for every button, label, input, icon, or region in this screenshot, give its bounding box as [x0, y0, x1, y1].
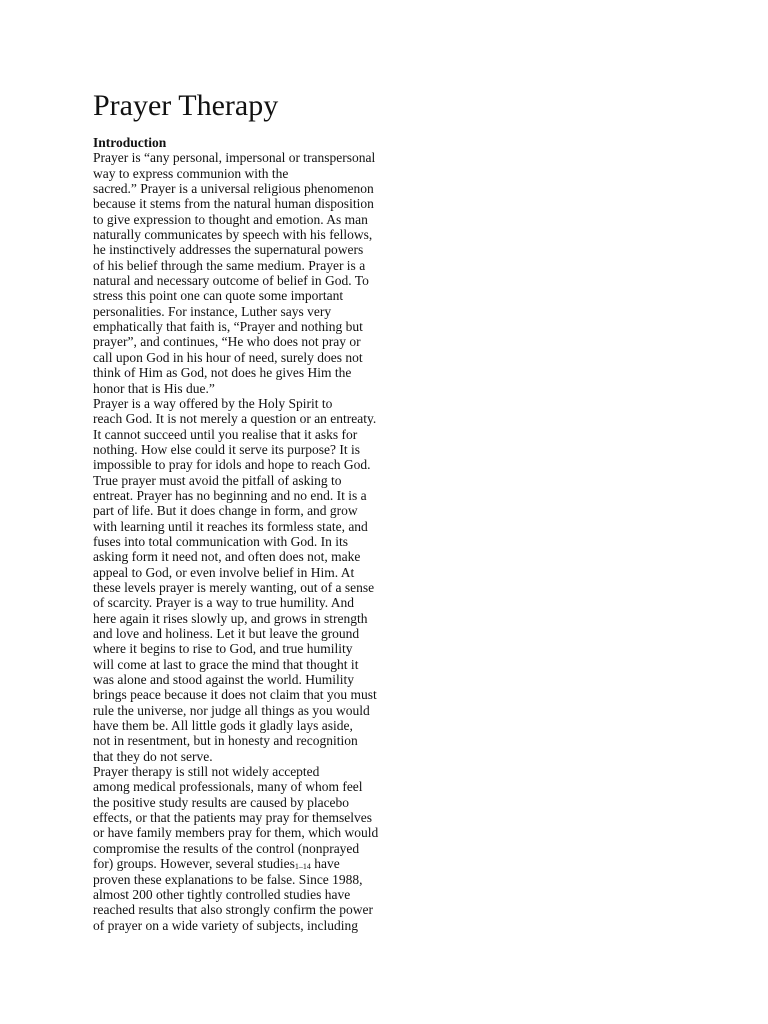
text-line: Prayer is a way offered by the Holy Spirit to: [93, 395, 333, 411]
text-line: these levels prayer is merely wanting, out of a sense: [93, 579, 375, 595]
text-line: here again it rises slowly up, and grows in strength: [93, 610, 368, 626]
text-line: naturally communicates by speech with his fellows,: [93, 227, 373, 243]
text-line: almost 200 other tightly controlled studies have: [93, 886, 351, 902]
text-line: among medical professionals, many of whom feel: [93, 779, 363, 795]
text-line: Prayer is “any personal, impersonal or transpersonal: [93, 150, 376, 166]
section-heading: Introduction: [93, 135, 167, 150]
text-line: was alone and stood against the world. Humility: [93, 672, 354, 688]
text-line: part of life. But it does change in form, and grow: [93, 503, 358, 519]
text-line-fragment: for) groups. However, several studies: [93, 856, 295, 872]
text-line: proven these explanations to be false. Since 1988,: [93, 871, 363, 887]
document-title: Prayer Therapy: [93, 89, 279, 122]
text-line: because it stems from the natural human disposition: [93, 196, 374, 212]
text-line: will come at last to grace the mind that thought it: [93, 656, 359, 672]
text-line: emphatically that faith is, “Prayer and nothing but: [93, 319, 363, 335]
text-line: or have family members pray for them, which would: [93, 825, 379, 841]
text-line: he instinctively addresses the supernatural powers: [93, 242, 364, 258]
text-line: True prayer must avoid the pitfall of asking to: [93, 472, 342, 488]
text-line: entreat. Prayer has no beginning and no end. It is a: [93, 487, 367, 503]
text-line: and love and holiness. Let it but leave the ground: [93, 626, 360, 641]
text-line: personalities. For instance, Luther says very: [93, 303, 332, 319]
text-line: rule the universe, nor judge all things as you would: [93, 702, 370, 718]
text-line: call upon God in his hour of need, surely does not: [93, 349, 363, 365]
text-line: with learning until it reaches its formless state, and: [93, 518, 368, 534]
text-line: It cannot succeed until you realise that it asks for: [93, 426, 358, 442]
text-line: nothing. How else could it serve its purpose? It is: [93, 441, 360, 457]
text-line: compromise the results of the control (nonprayed: [93, 840, 360, 856]
text-line: prayer”, and continues, “He who does not pray or: [93, 334, 361, 350]
document-body: [93, 135, 403, 933]
text-line: the positive study results are caused by placebo: [93, 794, 350, 810]
text-line: honor that is His due.”: [93, 380, 215, 396]
text-line: that they do not serve.: [93, 748, 213, 764]
text-line: sacred.” Prayer is a universal religious phenomenon: [93, 181, 374, 197]
text-line: where it begins to rise to God, and true humility: [93, 641, 353, 657]
text-line: reached results that also strongly confirm the power: [93, 902, 374, 918]
text-line: way to express communion with the: [93, 165, 289, 181]
text-line: not in resentment, but in honesty and recognition: [93, 733, 358, 749]
text-line: to give expression to thought and emotion. As man: [93, 211, 368, 227]
text-line: natural and necessary outcome of belief in God. To: [93, 273, 369, 289]
text-line: of his belief through the same medium. Prayer is a: [93, 257, 366, 273]
text-line: think of Him as God, not does he gives Him the: [93, 365, 352, 381]
text-line: fuses into total communication with God. In its: [93, 533, 348, 549]
text-line: impossible to pray for idols and hope to reach God.: [93, 457, 371, 473]
text-line: appeal to God, or even involve belief in Him. At: [93, 564, 355, 580]
text-line: brings peace because it does not claim that you must: [93, 687, 377, 703]
text-line: asking form it need not, and often does not, make: [93, 549, 361, 565]
text-line: reach God. It is not merely a question or an entreaty.: [93, 411, 377, 427]
text-line: have them be. All little gods it gladly lays aside,: [93, 718, 353, 734]
text-line-fragment: have: [310, 856, 340, 872]
text-line: of prayer on a wide variety of subjects, including: [93, 917, 359, 933]
text-line: of scarcity. Prayer is a way to true humility. And: [93, 595, 355, 611]
citation-reference: 1–14: [294, 862, 311, 872]
text-line: Prayer therapy is still not widely accepted: [93, 764, 320, 780]
text-line-with-citation: [93, 856, 403, 871]
text-line: effects, or that the patients may pray for themselves: [93, 810, 373, 826]
text-line: stress this point one can quote some important: [93, 288, 344, 304]
